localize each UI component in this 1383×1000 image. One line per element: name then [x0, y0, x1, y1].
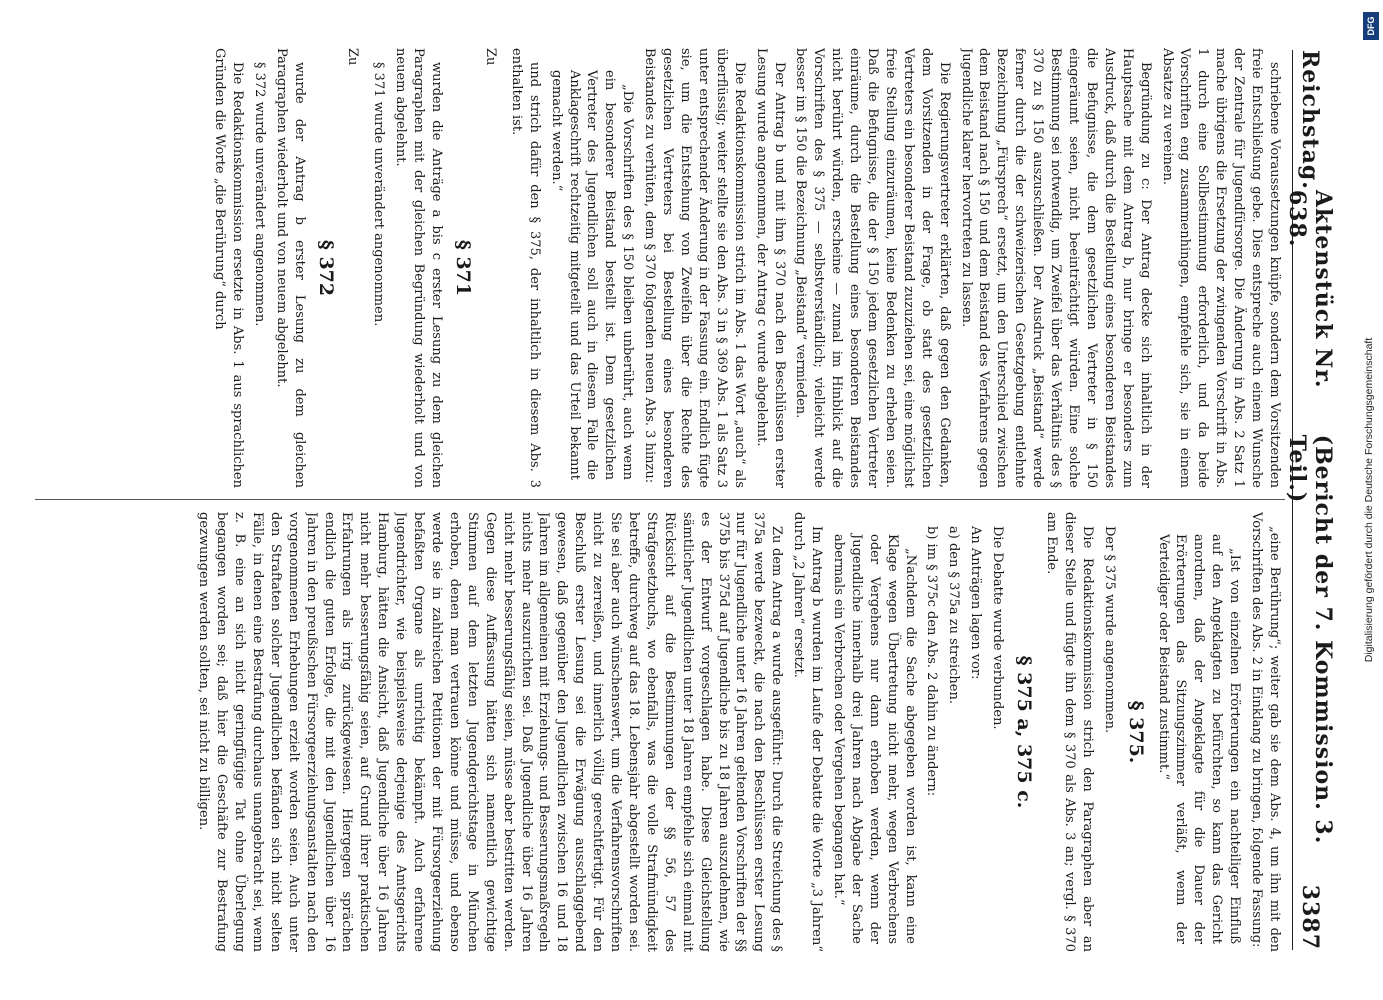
paragraph: Der § 375 wurde angenommen. — [1101, 526, 1117, 734]
paragraph: Die Redaktionskommission strich im Abs. 1 das Wort „auch“ als überflüssig; weiter stellte sie den Abs. 3 in § 369 Abs. 1 als Satz 3 unter entsprechender Änderung in der Fassung ein. Endlich fügte sie, um die Entstehung von Zweifeln über die Rechte des gesetzlichen Vertreters bei Bestellung eines besonderen Beistandes zu verhüten, dem § 370 folgenden neuen Abs. 3 hinzu: — [642, 48, 747, 488]
dfg-logo-text: DFG — [1366, 16, 1376, 36]
section-heading: § 371 — [452, 239, 475, 297]
paragraph: § 371 wurde unverändert angenommen. — [371, 62, 387, 327]
paragraph: Der Antrag b und mit ihm § 370 nach den Beschlüssen erster Lesung wurde angenommen, der Antrag c wurde abgelehnt. — [753, 48, 787, 488]
paragraph: An Anträgen lagen vor: — [968, 526, 984, 680]
zu-label: Zu — [345, 48, 361, 66]
quoted-text: „Nachdem die Sache abgegeben worden ist, kann eine Klage wegen Übertretung nicht mehr, wegen Verbrechens oder Vergehens nur dann erhoben werden, wenn der Jugendliche innerhalb drei Jahren nach Abgabe der Sache abermals ein Verbrechen oder Vergehen begangen hat.“ — [830, 534, 918, 944]
paragraph: Die Debatte wurde verbunden. — [990, 526, 1006, 730]
digitization-note: Digitalisierung gefördert durch die Deutsche Forschungsgemeinschaft — [1363, 337, 1375, 663]
quoted-text: „Die Vorschriften des § 150 bleiben unberührt, auch wenn ein besonderer Beistand bestellt ist. Dem gesetzlichen Vertreter des Jugendlichen soll auch in diesem Falle die Anklageschrift rechtzeitig mitgeteilt und das Urteil bekannt gemacht werden.“ — [548, 70, 636, 480]
paragraph: § 372 wurde unverändert angenommen. — [251, 62, 267, 327]
paragraph: Die Redaktionskommission strich den Paragraphen aber an dieser Stelle und fügte ihn dem § 370 als Abs. 3 an; vergl. § 370 am Ende. — [1044, 512, 1095, 952]
page-header — [1284, 50, 1336, 950]
paragraph: Die Regierungsvertreter erklärten, daß gegen den Gedanken, dem Vorsitzenden in der Frage, ob statt des gesetzlichen Vertreters ein besonderer Beistand zuzuziehen sei, eine möglichst freie Stellung einzuräumen, keine Bedenken zu erheben seien. Daß die Befugnisse, die der § 150 jedem gesetzlichen Vertreter einräume, durch die Bestellung eines besonderen Beistandes nicht berührt würden, erscheine — zumal im Hinblick auf die Vorschriften des § 375 — selbstverständlich; vielleicht werde besser im § 150 die Bezeichnung „Beistand“ vermieden. — [793, 48, 952, 488]
list-item: b) im § 375c den Abs. 2 dahin zu ändern: — [924, 526, 940, 797]
left-column — [35, 48, 1283, 488]
header-subtitle: (Bericht der 7. Kommission. 3. Teil.) — [1284, 434, 1336, 845]
paragraph: „eine Berührung“; weiter gab sie dem Abs. 4, um ihn mit den Vorschriften des Abs. 2 in Einklang zu bringen, folgende Fassung: — [1249, 512, 1282, 952]
list-item: a) den § 375a zu streichen. — [946, 526, 962, 704]
section-heading: § 375 a, 375 c. — [1013, 655, 1036, 809]
section-heading: § 372 — [314, 239, 337, 297]
header-center: Aktenstück Nr. 638. — [1284, 189, 1336, 389]
header-left: Reichstag. — [1297, 50, 1323, 190]
page-number: 3387 — [1297, 884, 1323, 950]
paragraph: Die Redaktionskommission ersetzte in Abs. 1 aus sprachlichen Gründen die Worte „die Berührung“ durch — [212, 48, 245, 488]
paragraph: Im Antrag b wurden im Laufe der Debatte die Worte „3 Jahren“ durch „2 Jahren“ ersetzt. — [791, 512, 825, 952]
document-page — [15, 30, 1345, 970]
paragraph: wurde der Antrag b erster Lesung zu dem gleichen Paragraphen wiederholt und von neuem abgelehnt. — [273, 48, 307, 488]
paragraph: schriebene Voraussetzungen knüpfe, sondern dem Vorsitzenden freie Entschließung gebe. Dies entspreche auch einem Wunsche der Zentrale für Jugendfürsorge. Die Änderung in Abs. 2 Satz 1 mache übrigens die Ersetzung der zwingenden Vorschrift in Abs. 1 durch eine Sollbestimmung erforderlich, und da beide Vorschriften eng zusammenhingen, empfehle sich, sie in einem Absatze zu vereinen. — [1159, 48, 1282, 488]
dfg-logo — [1363, 12, 1379, 40]
paragraph: und strich dafür den § 375, der inhaltlich in diesem Abs. 3 enthalten ist. — [508, 48, 542, 488]
paragraph: wurden die Anträge a bis c erster Lesung zu dem gleichen Paragraphen mit der gleichen Begründung wiederholt und von neuem abgelehnt. — [393, 48, 445, 488]
paragraph: Begründung zu c: Der Antrag decke sich inhaltlich in der Hauptsache mit dem Antrag b, nur bringe er besonders zum Ausdruck, daß durch die Bestellung eines besonderen Beistandes die Befugnisse, die dem gesetzlichen Vertreter in § 150 eingeräumt seien, nicht beeinträchtigt würden. Eine solche Bestimmung sei notwendig, um Zweifel über das Verhältnis des § 370 zu § 150 auszuschließen. Der Ausdruck „Beistand“ werde ferner durch die der schweizerischen Gesetzgebung entlehnte Bezeichnung „Fürsprech“ ersetzt, um den Unterschied zwischen dem Beistand nach § 150 und dem Beistand des Verfahrens gegen Jugendliche klarer hervortreten zu lassen. — [958, 48, 1153, 488]
zu-label: Zu — [482, 48, 498, 66]
right-column — [35, 512, 1283, 952]
column-divider — [35, 499, 1285, 500]
paragraph: Zu dem Antrag a wurde ausgeführt: Durch die Streichung des § 375a werde bezweckt, die nach den Beschlüssen erster Lesung nur für Jugendliche unter 16 Jahren geltenden Vorschriften der §§ 375b bis 375d auf Jugendliche bis zu 18 Jahren auszudehnen, wie es der Entwurf vorgeschlagen habe. Diese Gleichstellung sämtlicher Jugendlichen unter 18 Jahren empfehle sich einmal mit Rücksicht auf die Bestimmungen der §§ 56, 57 des Strafgesetzbuchs, wo ebenfalls, was die volle Strafmündigkeit betreffe, durchweg auf das 18. Lebensjahr abgestellt worden sei. Sie sei aber auch wünschenswert, um die Verfahrensvorschriften nicht zu zerreißen, und innerlich völlig gerechtfertigt. Für den Beschluß erster Lesung sei die Erwägung ausschlaggebend gewesen, daß gegenüber den Jugendlichen zwischen 16 und 18 Jahren im allgemeinen mit Erziehungs- und Besserungsmaßregeln nichts mehr auszurichten sei. Daß Jugendliche über 16 Jahren nicht mehr besserungsfähig seien, müsse aber bestritten werden. Gegen diese Auffassung hätten sich namentlich gewichtige Stimmen auf dem letzten Jugendgerichtstage in München erhoben, denen man vertrauen könne und müsse, und ebenso werde sie in zahlreichen Petitionen der mit Fürsorgeerziehung befaßten Organe als unrichtig bekämpft. Auch erfahrene Jugendrichter, wie beispielsweise derjenige des Amtsgerichts Hamburg, hätten die Ansicht, daß Jugendliche über 16 Jahren nicht mehr besserungsfähig seien, auf Grund ihrer praktischen Erfahrungen als irrig zurückgewiesen. Hiergegen sprächen endlich die guten Erfolge, die mit den Jugendlichen über 16 Jahren in den preußischen Fürsorgeerziehungsanstalten nach den vorgenommenen Erhebungen erzielt worden seien. Auch unter den Straftaten solcher Jugendlichen befänden sich nicht selten Fälle, in denen eine Bestrafung durchaus unangebracht sei, wenn z. B. eine an sich nicht geringfügige Tat ohne Überlegung begangen worden sei; daß hier die Geschäfte zur Bestrafung gezwungen werden sollten, sei nicht zu billigen. — [196, 512, 785, 952]
section-heading: § 375. — [1124, 700, 1147, 764]
quoted-text: „Ist von einzelnen Erörterungen ein nachteiliger Einfluß auf den Angeklagten zu befürchten, so kann das Gericht anordnen, daß der Angeklagte für die Dauer der Erörterungen das Sitzungszimmer verläßt, wenn der Verteidiger oder Beistand zustimmt.“ — [1155, 534, 1243, 944]
